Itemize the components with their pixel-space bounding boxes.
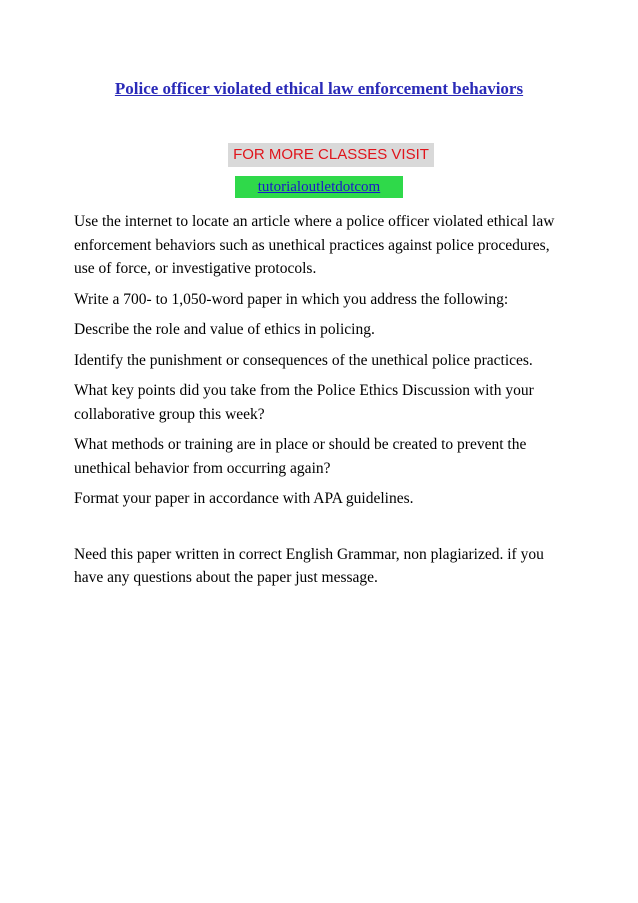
document-title[interactable]: Police officer violated ethical law enforcement behaviors	[114, 79, 524, 98]
paragraph-item-methods: What methods or training are in place or should be created to prevent the unethical behavior from occurring again?	[74, 436, 527, 477]
promo-banner: FOR MORE CLASSES VISIT	[228, 143, 434, 167]
document-body	[74, 210, 574, 597]
paragraph-note: Need this paper written in correct English Grammar, non plagiarized. if you have any questions about the paper just message.	[74, 545, 544, 586]
paragraph-instructions: Use the internet to locate an article where a police officer violated ethical law enforcement behaviors such as unethical practices against police procedures, use of force, or investigative protocols.	[74, 213, 555, 277]
site-link[interactable]: tutorialoutletdotcom	[235, 176, 403, 198]
paragraph-item-punishment: Identify the punishment or consequences of the unethical police practices.	[74, 351, 533, 369]
paragraph-item-key-points: What key points did you take from the Police Ethics Discussion with your collaborative group this week?	[74, 382, 534, 423]
paragraph-item-ethics: Describe the role and value of ethics in policing.	[74, 321, 375, 338]
paragraph-assignment: Write a 700- to 1,050-word paper in which you address the following:	[74, 290, 509, 308]
paragraph-format: Format your paper in accordance with APA guidelines.	[74, 490, 414, 507]
